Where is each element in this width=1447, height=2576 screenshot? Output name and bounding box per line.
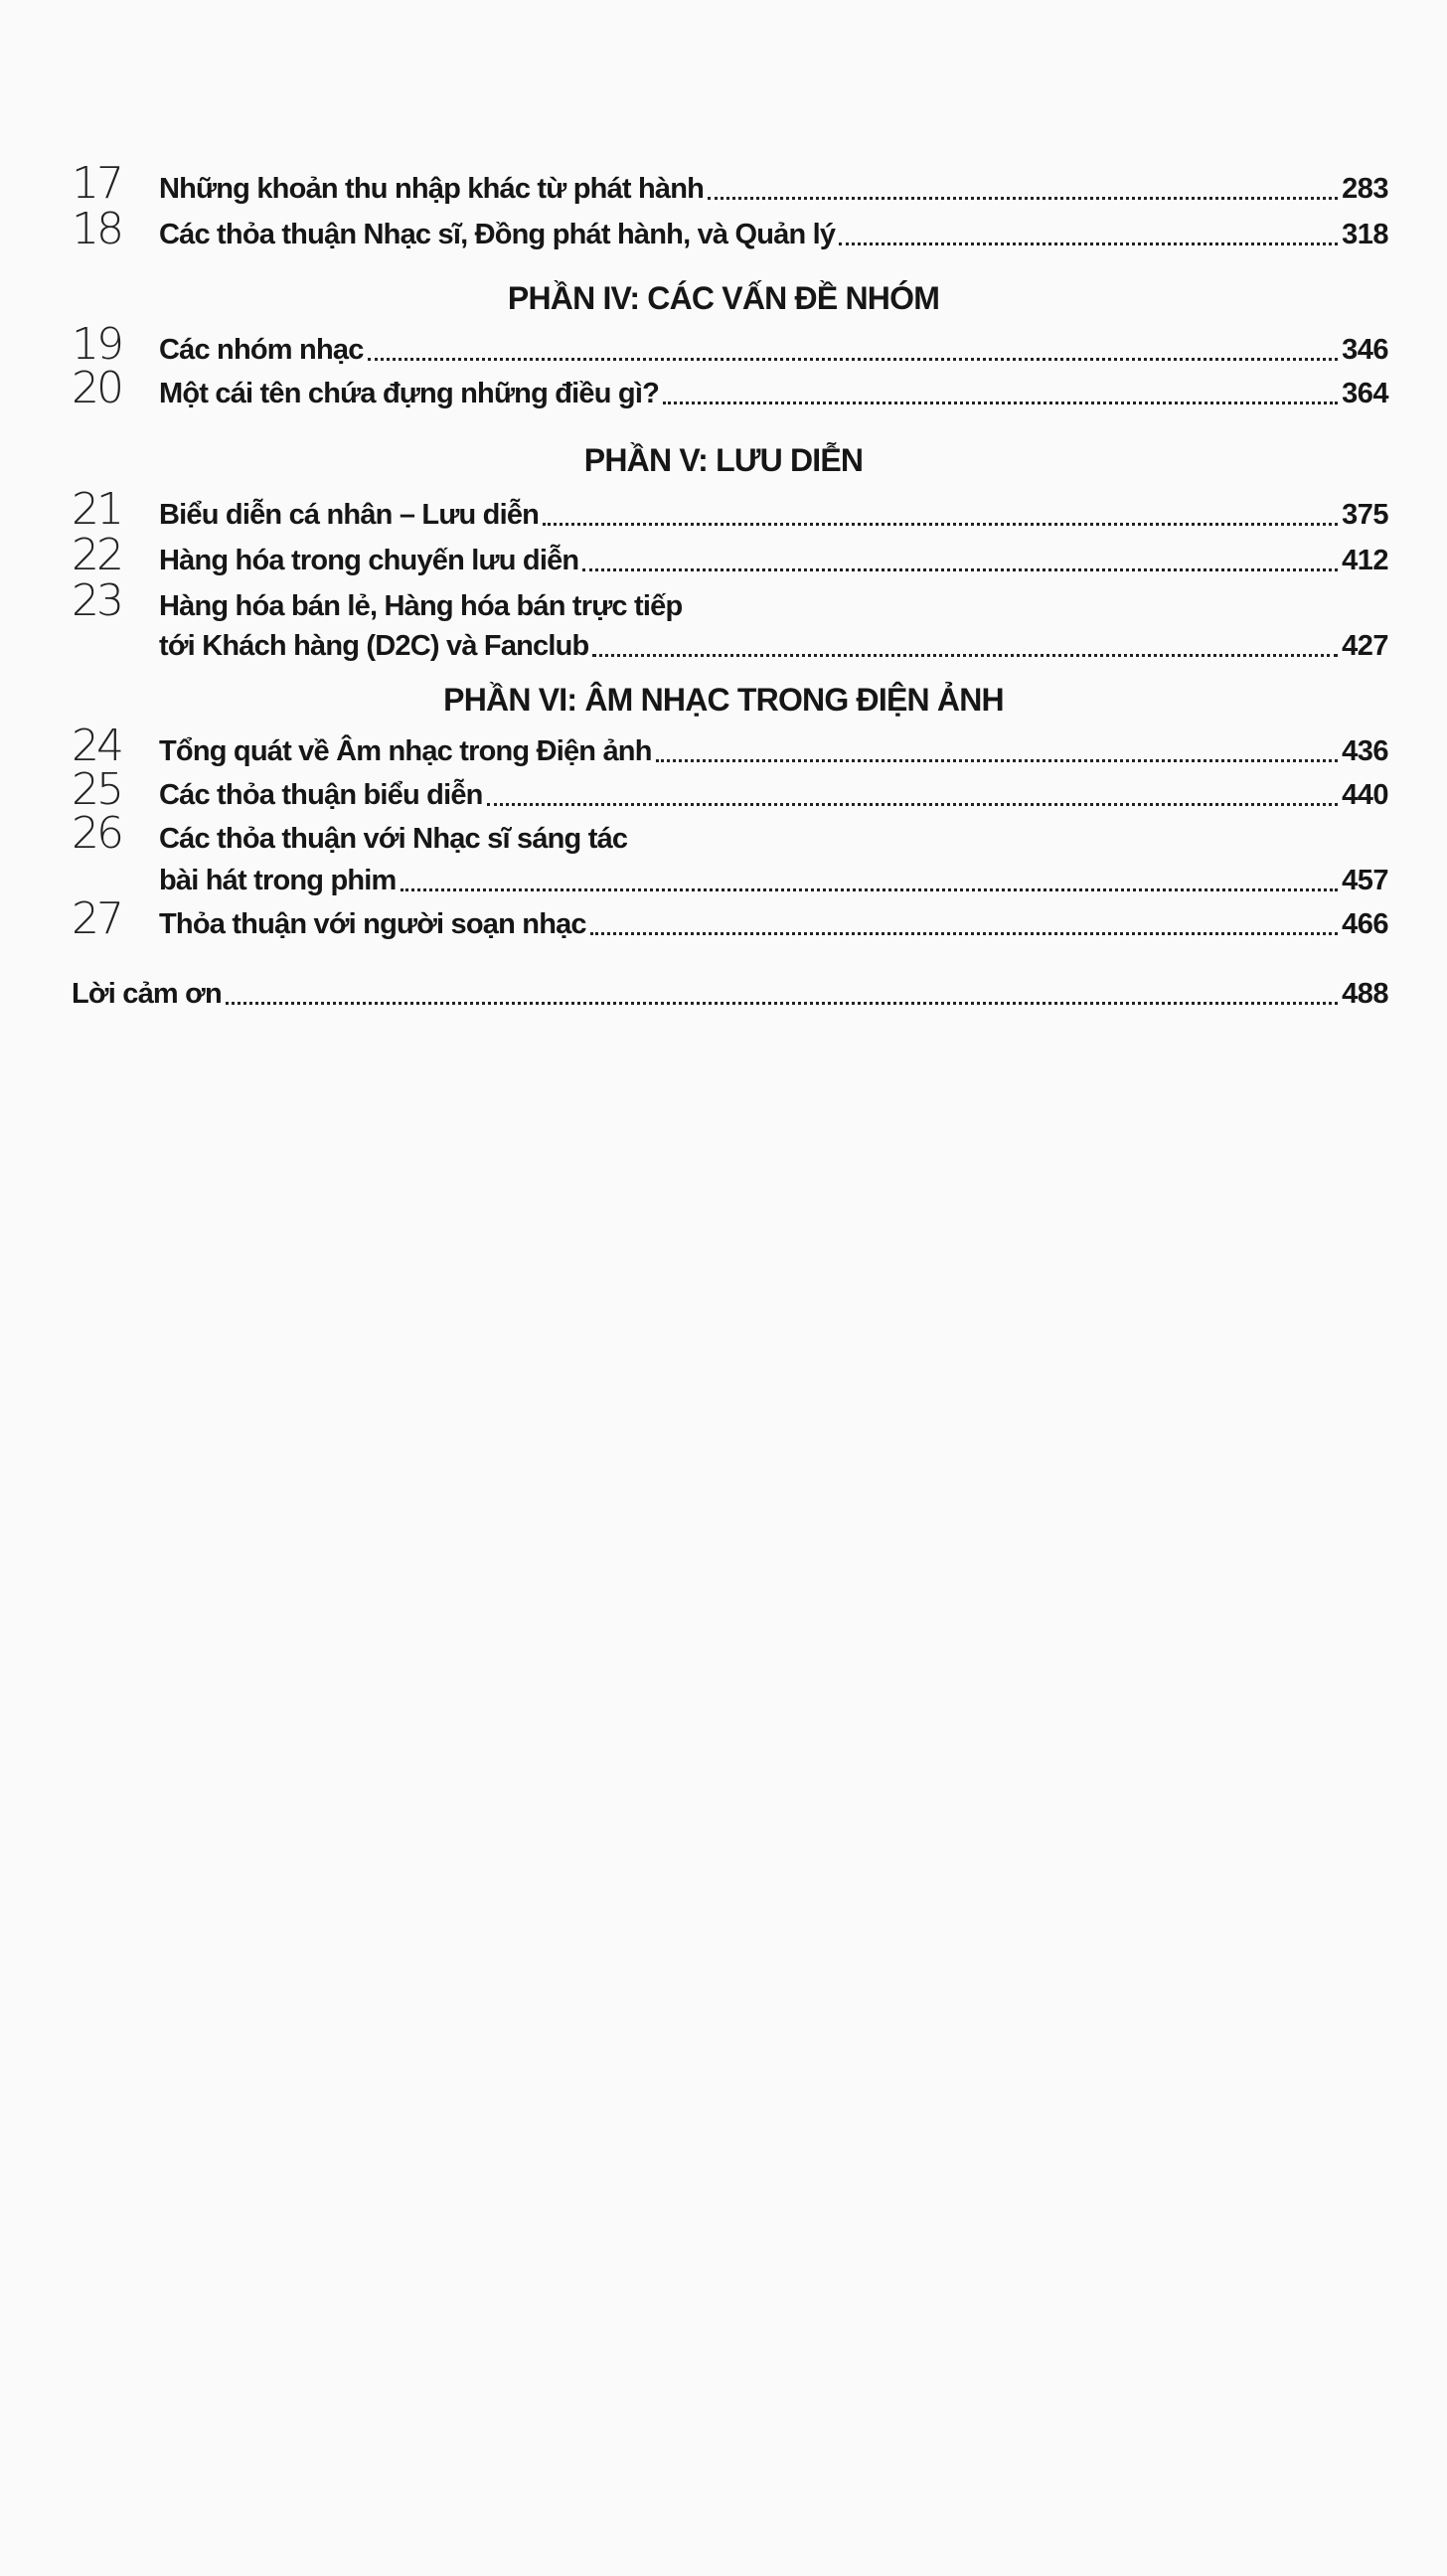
toc-entry-18 <box>72 204 1388 254</box>
chapter-title-continued: tới Khách hàng (D2C) và Fanclub <box>159 630 589 662</box>
chapter-title: Các thỏa thuận với Nhạc sĩ sáng tác <box>159 823 628 855</box>
toc-entry-21 <box>72 484 1388 535</box>
page-number: 436 <box>1342 735 1388 767</box>
chapter-title: Hàng hóa bán lẻ, Hàng hóa bán trực tiếp <box>159 590 683 622</box>
chapter-number: 19 <box>72 319 121 370</box>
toc-entry-22 <box>72 530 1388 580</box>
chapter-number: 27 <box>72 893 121 944</box>
chapter-title: Các thỏa thuận biểu diễn <box>159 779 483 811</box>
chapter-title: Các nhóm nhạc <box>159 334 364 366</box>
chapter-title-continued: bài hát trong phim <box>159 865 397 896</box>
chapter-title: Hàng hóa trong chuyến lưu diễn <box>159 545 579 576</box>
dot-leader <box>226 1002 1338 1005</box>
chapter-number: 17 <box>72 158 121 209</box>
page-number: 440 <box>1342 779 1388 811</box>
chapter-number: 25 <box>72 764 121 815</box>
dot-leader <box>487 803 1339 806</box>
chapter-number: 22 <box>72 530 121 580</box>
toc-entry-acknowledgements <box>72 966 1388 1012</box>
toc-entry-26 <box>72 808 1388 859</box>
dot-leader <box>368 358 1339 361</box>
chapter-number: 21 <box>72 484 121 535</box>
toc-entry-17 <box>72 158 1388 209</box>
chapter-number: 18 <box>72 204 121 254</box>
page-number: 457 <box>1342 865 1388 896</box>
toc-entry-24 <box>72 721 1388 771</box>
dot-leader <box>590 932 1338 935</box>
page-number: 488 <box>1342 978 1388 1010</box>
page-number: 318 <box>1342 219 1388 250</box>
chapter-number: 23 <box>72 575 121 626</box>
page-number: 346 <box>1342 334 1388 366</box>
page-number: 427 <box>1342 630 1388 662</box>
toc-entry-25 <box>72 764 1388 815</box>
page-number: 283 <box>1342 173 1388 205</box>
dot-leader <box>656 759 1338 762</box>
page-number: 364 <box>1342 378 1388 409</box>
toc-entry-19 <box>72 319 1388 370</box>
page-number: 466 <box>1342 908 1388 940</box>
chapter-title: Các thỏa thuận Nhạc sĩ, Đồng phát hành, và Quản lý <box>159 219 836 250</box>
dot-leader <box>592 654 1338 657</box>
dot-leader <box>839 242 1338 245</box>
chapter-title: Những khoản thu nhập khác từ phát hành <box>159 173 705 205</box>
chapter-title: Biểu diễn cá nhân – Lưu diễn <box>159 499 540 531</box>
toc-entry-27 <box>72 893 1388 944</box>
dot-leader <box>582 568 1338 571</box>
part-heading-6: PHẦN VI: ÂM NHẠC TRONG ĐIỆN ẢNH <box>443 682 1004 718</box>
chapter-number: 24 <box>72 721 121 771</box>
chapter-number: 20 <box>72 363 121 413</box>
dot-leader <box>543 523 1338 526</box>
part-heading-5: PHẦN V: LƯU DIỄN <box>583 442 864 478</box>
toc-entry-20 <box>72 363 1388 413</box>
chapter-number: 26 <box>72 808 121 859</box>
page-number: 375 <box>1342 499 1388 531</box>
chapter-title: Thỏa thuận với người soạn nhạc <box>159 908 586 940</box>
toc-entry-26-line2 <box>72 853 1388 898</box>
chapter-title: Tổng quát về Âm nhạc trong Điện ảnh <box>159 735 652 767</box>
page-number: 412 <box>1342 545 1388 576</box>
chapter-title: Một cái tên chứa đựng những điều gì? <box>159 378 660 409</box>
acknowledgements-title: Lời cảm ơn <box>72 978 222 1010</box>
dot-leader <box>708 197 1338 200</box>
dot-leader <box>663 402 1338 404</box>
part-heading-4: PHẦN IV: CÁC VẤN ĐỀ NHÓM <box>507 280 940 316</box>
toc-entry-23-line2 <box>72 618 1388 664</box>
dot-leader <box>401 888 1339 891</box>
